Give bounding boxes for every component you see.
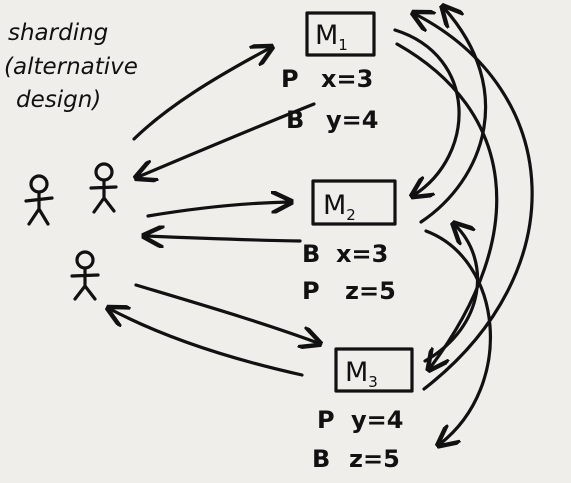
m3-entry-1: y=4 — [351, 406, 404, 434]
m3-role-2: B — [312, 445, 331, 473]
arrow-m2-to-m3 — [426, 231, 490, 444]
title-line-1: sharding — [8, 20, 109, 46]
m2-role-1: B — [302, 240, 321, 268]
arrow-m1-to-m3 — [397, 44, 497, 368]
arrow-client-to-m2 — [148, 202, 289, 216]
client-icon — [72, 252, 98, 299]
m3-role-1: P — [317, 406, 335, 434]
machine-m2-label: $M_2$ — [323, 190, 356, 224]
machine-m3-label: $M_3$ — [345, 357, 378, 391]
title-line-3: design) — [16, 87, 102, 113]
arrow-m3-to-client — [110, 309, 302, 375]
client-icon — [26, 176, 52, 224]
m1-entry-1: x=3 — [321, 65, 374, 93]
m3-entry-2: z=5 — [349, 445, 400, 473]
client-icon — [91, 164, 116, 212]
arrow-m2-to-client — [146, 236, 300, 241]
arrow-m1-to-m2 — [395, 30, 459, 195]
m1-role-2: B — [286, 106, 305, 134]
m1-entry-2: y=4 — [326, 106, 379, 134]
arrow-client-to-m1 — [134, 48, 270, 139]
m2-entry-2: z=5 — [345, 277, 396, 305]
machine-m1-label: $M_1$ — [315, 20, 348, 54]
m2-role-2: P — [302, 277, 320, 305]
m2-entry-1: x=3 — [336, 240, 389, 268]
title-line-2: (alternative — [4, 54, 138, 80]
m1-role-1: P — [281, 65, 299, 93]
